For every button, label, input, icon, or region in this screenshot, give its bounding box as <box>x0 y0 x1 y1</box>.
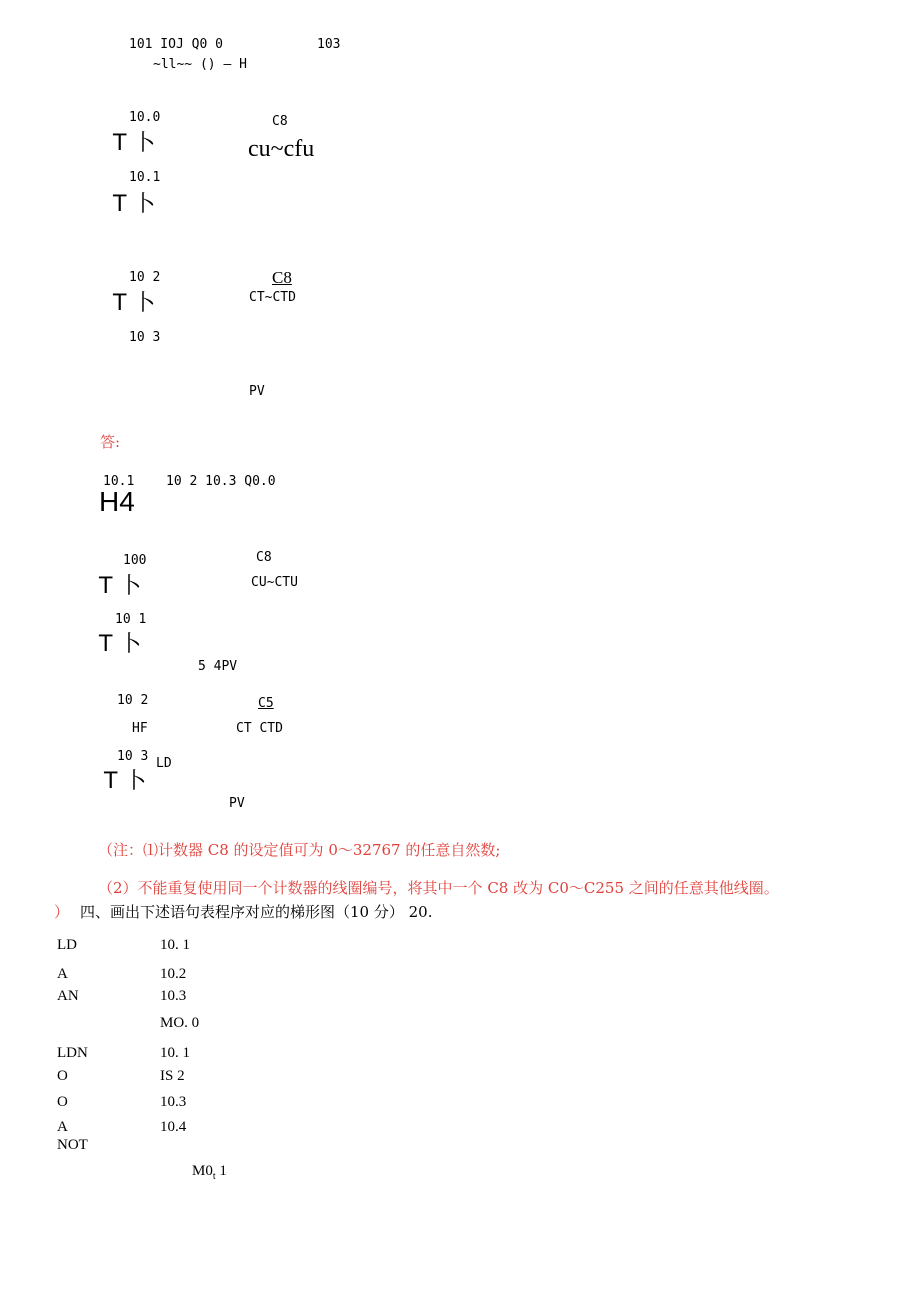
statement-operand: 10.4 <box>160 1119 187 1135</box>
header-line-2: ~ll~~ () — H <box>153 57 247 72</box>
final-coil-main: M0 <box>192 1163 213 1179</box>
answer-contact-label: 10 1 <box>115 612 147 627</box>
final-coil-sub: t <box>212 1171 216 1182</box>
statement-op: NOT <box>57 1137 88 1153</box>
statement-operand: MO. 0 <box>160 1015 200 1031</box>
statement-op: A <box>57 966 68 982</box>
counter-name: C8 <box>272 114 288 129</box>
statement-op: LDN <box>57 1045 88 1061</box>
preset-value-label: PV <box>249 384 265 399</box>
answer-contact-label: 10 2 <box>117 693 149 708</box>
statement-operand: 10. 1 <box>160 937 190 953</box>
answer-label: 答: <box>100 433 121 451</box>
contact-symbol: T 卜 <box>113 192 156 217</box>
answer-counter-type: CU~CTU <box>251 575 298 590</box>
section-heading: 四、画出下述语句表程序对应的梯形图（10 分） 20. <box>80 903 433 921</box>
header-number: 103 <box>317 37 341 52</box>
statement-operand: 10. 1 <box>160 1045 190 1061</box>
answer-contact-label: 100 <box>123 553 147 568</box>
statement-operand: IS 2 <box>160 1068 185 1084</box>
note-1: （注：⑴计数器 C8 的设定值可为 0～32767 的任意自然数; <box>98 841 501 859</box>
counter-type: cu~cfu <box>248 136 315 162</box>
statement-operand: 10.3 <box>160 1094 187 1110</box>
final-coil-tail: 1 <box>215 1163 227 1179</box>
statement-op: LD <box>57 937 77 953</box>
statement-op: A <box>57 1119 68 1135</box>
answer-contact-label: 10.1 <box>103 474 135 489</box>
answer-load-label: LD <box>156 756 172 771</box>
final-coil-label <box>192 1164 227 1182</box>
answer-counter-type: CT CTD <box>236 721 283 736</box>
answer-counter-name: C8 <box>256 550 272 565</box>
contact-label-10-0: 10.0 <box>129 110 161 125</box>
answer-preset-value: PV <box>229 796 245 811</box>
statement-op: O <box>57 1068 68 1084</box>
statement-op: O <box>57 1094 68 1110</box>
contact-symbol: T 卜 <box>99 632 142 657</box>
answer-contact-label: 10 3 <box>117 749 149 764</box>
closing-paren: ） <box>54 903 70 921</box>
answer-rung-symbol: H4 <box>99 486 135 517</box>
header-line-1: 101 IOJ Q0 0 <box>129 37 223 52</box>
contact-symbol: T 卜 <box>104 769 147 794</box>
statement-operand: 10.3 <box>160 988 187 1004</box>
answer-contact-labels: 10 2 10.3 Q0.0 <box>166 474 276 489</box>
statement-op: AN <box>57 988 79 1004</box>
counter-name: C8 <box>272 268 292 287</box>
contact-label-10-2: 10 2 <box>129 270 161 285</box>
counter-type: CT~CTD <box>249 290 296 305</box>
contact-symbol: T 卜 <box>113 131 156 156</box>
statement-operand: 10.2 <box>160 966 187 982</box>
note-2: （2）不能重复使用同一个计数器的线圈编号，将其中一个 C8 改为 C0～C255 之间的任意其他线圈。 <box>98 879 779 897</box>
contact-symbol: T 卜 <box>113 291 156 316</box>
contact-label-10-3: 10 3 <box>129 330 161 345</box>
contact-symbol: T 卜 <box>99 574 142 599</box>
contact-label-10-1: 10.1 <box>129 170 161 185</box>
answer-preset-value: 5 4PV <box>198 659 238 674</box>
answer-counter-name: C5 <box>258 696 274 711</box>
answer-contact-symbol: HF <box>132 721 148 736</box>
